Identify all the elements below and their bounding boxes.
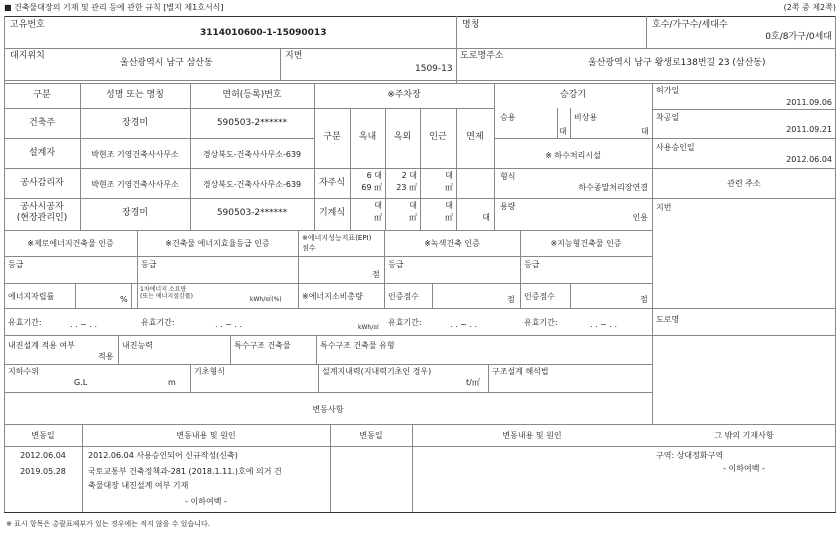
changes-col-date: 변동일 — [31, 431, 55, 440]
smart-valid-label: 유효기간: — [524, 318, 558, 327]
people-col-type: 구분 — [33, 90, 51, 100]
energy-consumption-label: ※에너지소비총량 — [302, 292, 363, 301]
changes-col-other: 그 밖의 기재사항 — [714, 431, 774, 440]
lot-label: 지번 — [285, 51, 303, 61]
people-license: 590503-2****** — [216, 208, 288, 218]
energy-need-unit: kWh/㎡(%) — [250, 296, 282, 303]
change-date: 2019.05.28 — [20, 467, 66, 476]
parking-col-exempt: 면제 — [466, 132, 484, 142]
bearing-unit: t/㎡ — [466, 378, 480, 387]
elevator-emergency-label: 비상용 — [574, 113, 598, 122]
start-date-value: 2011.09.21 — [786, 125, 832, 134]
parking-mech-near-area: ㎡ — [445, 213, 453, 222]
epi-title: ※에너지성능지표(EPI) 점수 — [302, 234, 372, 252]
energy-need-label2: (또는 에너지절감률) — [140, 293, 193, 300]
seismic-capacity-label: 내진능력 — [122, 341, 153, 350]
change-date: 2012.06.04 — [20, 451, 66, 460]
groundwater-unit: m — [168, 378, 176, 387]
smart-score-point: 점 — [640, 295, 648, 304]
households-label: 호수/가구수/세대수 — [652, 20, 728, 30]
people-type: 건축주 — [28, 118, 56, 128]
special-structure-label: 특수구조 건축물 — [234, 341, 291, 350]
other-line: 구역: 상대정화구역 — [656, 451, 724, 460]
people-type: 설계자 — [28, 148, 56, 158]
households-value: 0호/8가구/0세대 — [765, 32, 832, 42]
change-content: 국토교통부 건축정책과-281 (2018.1.11.)호에 의거 건 — [88, 467, 282, 476]
sewage-capacity-label: 용량 — [500, 202, 516, 211]
unique-no-value: 3114010600-1-15090013 — [200, 28, 327, 38]
changes-col-content: 변동내용 및 원인 — [176, 431, 236, 440]
groundwater-gl: G.L — [74, 378, 88, 387]
sewage-type-label: 형식 — [500, 172, 516, 181]
zero-valid-dots: . . ~ . . — [70, 320, 98, 329]
elevator-passenger-label: 승용 — [500, 113, 516, 122]
related-address-label: 관련 주소 — [727, 179, 761, 188]
efficiency-grade-label: 등급 — [141, 260, 157, 269]
structure-method-label: 구조설계 해석법 — [492, 367, 549, 376]
smart-grade-label: 등급 — [524, 260, 540, 269]
parking-self-type: 자주식 — [318, 178, 346, 188]
parking-col-near: 인근 — [429, 132, 447, 142]
people-name: 장경미 — [121, 208, 149, 218]
parking-mech-indoor-count: 대 — [374, 201, 382, 210]
seismic-apply-label: 내진설계 적용 여부 — [8, 341, 75, 350]
smart-title: ※지능형건축물 인증 — [550, 239, 622, 248]
green-title: ※녹색건축 인증 — [424, 239, 480, 248]
sewage-title: ※ 하수처리시설 — [545, 151, 601, 160]
people-col-name: 성명 또는 명칭 — [106, 90, 164, 100]
parking-self-outdoor-area: 23 ㎡ — [396, 183, 417, 192]
groundwater-label: 지하수위 — [8, 367, 39, 376]
parking-self-near-count: 대 — [445, 171, 453, 180]
self-rate-label: 에너지자립률 — [8, 292, 55, 301]
changes-col-date2: 변동일 — [359, 431, 383, 440]
parking-col-outdoor: 옥외 — [393, 132, 412, 142]
green-grade-label: 등급 — [388, 260, 404, 269]
foundation-label: 기초형식 — [194, 367, 225, 376]
sewage-capacity-unit: 인용 — [632, 213, 648, 222]
special-type-label: 특수구조 건축물 유형 — [320, 341, 395, 350]
name-label: 명칭 — [462, 20, 480, 30]
other-end: - 이하여백 - — [723, 464, 765, 473]
change-content-cont: 축물대장 내진설계 여부 기재 — [88, 481, 189, 490]
energy-efficiency-title: ※건축물 에너지효율등급 인증 — [165, 239, 270, 248]
parking-mech-near-count: 대 — [445, 201, 453, 210]
change-content: 2012.06.04 사용승인되어 신규작성(신축) — [88, 451, 238, 460]
people-license: 590503-2****** — [216, 118, 288, 128]
unique-no-label: 고유번호 — [10, 20, 45, 30]
smart-score-label: 인증점수 — [524, 292, 555, 301]
people-type-sub: (현장관리인) — [16, 213, 68, 223]
energy-need-label: 1차에너지 소요량 — [140, 286, 187, 293]
changes-title: 변동사항 — [312, 405, 344, 414]
zero-energy-title: ※제로에너지건축물 인증 — [27, 239, 114, 248]
changes-end: - 이하여백 - — [185, 497, 227, 506]
parking-mech-outdoor-count: 대 — [409, 201, 417, 210]
zero-grade-label: 등급 — [8, 260, 24, 269]
efficiency-valid-dots: . . ~ . . — [215, 320, 243, 329]
green-valid-dots: . . ~ . . — [450, 320, 478, 329]
elevator-emergency-unit: 대 — [641, 127, 649, 136]
changes-col-content2: 변동내용 및 원인 — [502, 431, 562, 440]
parking-col-type: 구분 — [323, 132, 341, 142]
road-address-value: 울산광역시 남구 왕생로138번길 23 (삼산동) — [588, 58, 766, 68]
smart-valid-dots: . . ~ . . — [590, 320, 618, 329]
people-col-license: 면허(등록)번호 — [222, 90, 282, 100]
green-valid-label: 유효기간: — [388, 318, 422, 327]
form-title: ■ 건축물대장의 기재 및 관리 등에 관한 규칙 [별지 제1호서식] — [4, 3, 224, 12]
parking-self-indoor-count: 6 대 — [366, 171, 382, 180]
green-score-label: 인증점수 — [388, 292, 419, 301]
consumption-unit: kWh/㎡ — [358, 324, 380, 331]
seismic-apply-value: 적용 — [98, 352, 114, 361]
parking-self-outdoor-count: 2 대 — [401, 171, 417, 180]
road-name-label: 도로명 — [656, 315, 680, 324]
bearing-label: 설계지내력(지내력기초인 경우) — [322, 367, 432, 376]
related-lot-label: 지번 — [656, 203, 672, 212]
parking-self-indoor-area: 69 ㎡ — [361, 183, 382, 192]
parking-exempt-unit: 대 — [482, 213, 490, 222]
location-label: 대지위치 — [10, 51, 45, 61]
people-type: 공사시공자 — [20, 202, 64, 212]
parking-col-indoor: 옥내 — [358, 132, 377, 142]
parking-self-near-area: ㎡ — [445, 183, 453, 192]
people-type: 공사감리자 — [20, 178, 64, 188]
elevator-passenger-unit: 대 — [559, 127, 567, 136]
self-rate-pct: % — [120, 295, 128, 304]
page-indicator: (2쪽 중 제2쪽) — [783, 3, 836, 12]
lot-value: 1509-13 — [415, 64, 453, 74]
zero-valid-label: 유효기간: — [8, 318, 42, 327]
location-value: 울산광역시 남구 삼산동 — [120, 58, 213, 68]
elevator-title: 승강기 — [559, 90, 587, 100]
approval-date-label: 사용승인일 — [656, 143, 695, 152]
parking-mech-outdoor-area: ㎡ — [409, 213, 417, 222]
efficiency-valid-label: 유효기간: — [141, 318, 175, 327]
sewage-type-value: 하수종말처리장연결 — [578, 183, 648, 192]
parking-mech-indoor-area: ㎡ — [374, 213, 382, 222]
start-date-label: 착공일 — [656, 113, 680, 122]
people-name: 박현조 기영건축사사무소 — [91, 150, 179, 159]
people-license: 경상북도-건축사사무소-639 — [202, 150, 302, 159]
green-score-point: 점 — [507, 295, 515, 304]
people-license: 경상북도-건축사사무소-639 — [202, 180, 302, 189]
road-address-label: 도로명주소 — [460, 51, 504, 61]
footer-note: ※ 표시 항목은 총괄표제부가 있는 경우에는 적지 않을 수 있습니다. — [6, 520, 210, 528]
epi-point: 점 — [372, 270, 380, 279]
approval-date-value: 2012.06.04 — [786, 155, 832, 164]
permit-date-label: 허가일 — [656, 86, 680, 95]
permit-date-value: 2011.09.06 — [786, 98, 832, 107]
people-name: 박현조 기영건축사사무소 — [91, 180, 179, 189]
parking-title: ※주차장 — [387, 90, 421, 100]
parking-mech-type: 기계식 — [318, 208, 346, 218]
people-name: 장경미 — [121, 118, 149, 128]
